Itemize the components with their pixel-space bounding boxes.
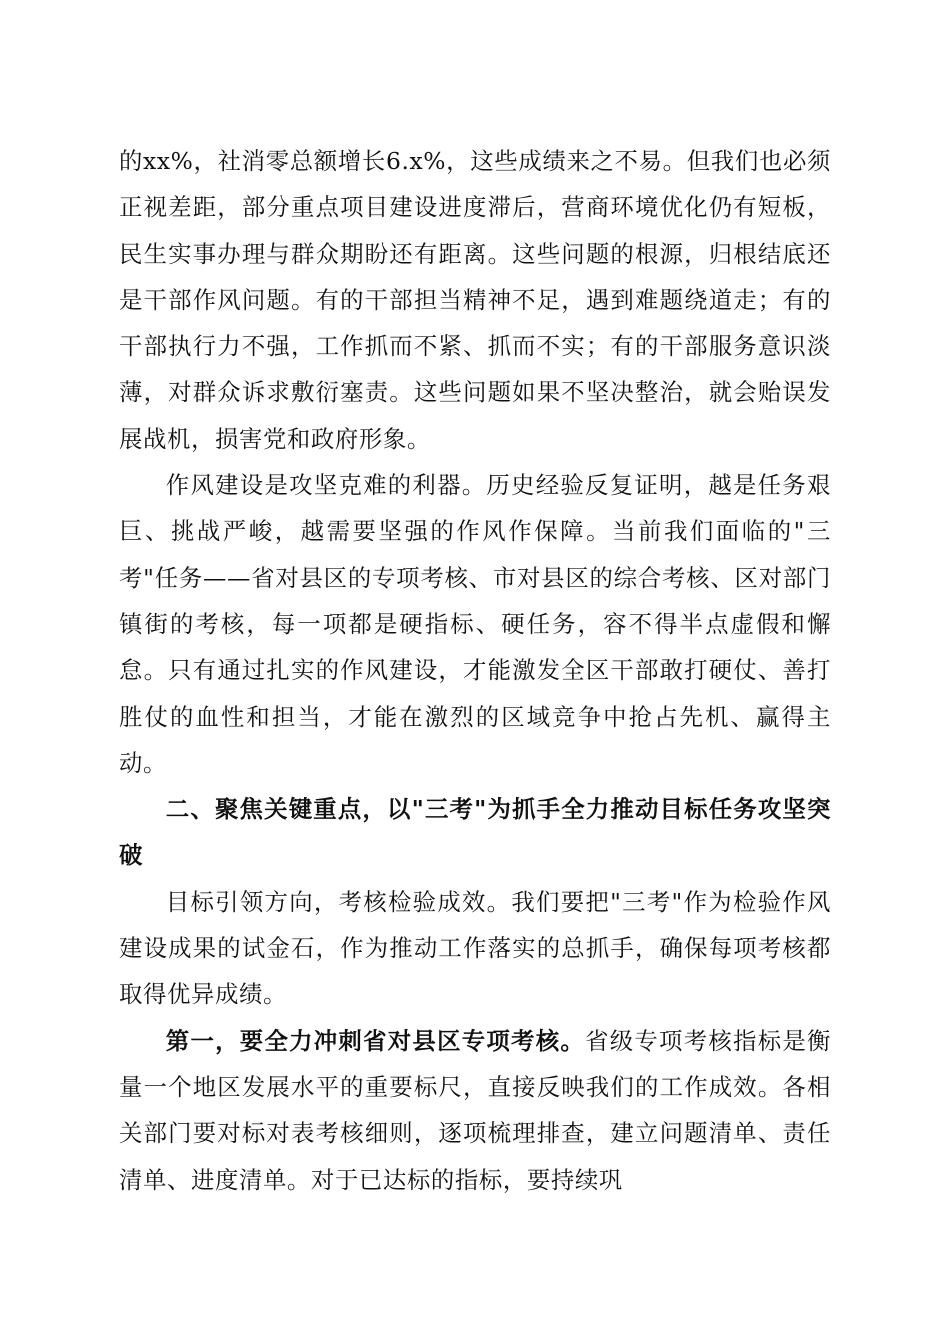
paragraph-target-guidance: 目标引领方向，考核检验成效。我们要把"三考"作为检验作风建设成果的试金石，作为推动工作落实的总抓手，确保每项考核都取得优异成绩。 xyxy=(119,887,831,1009)
paragraph-continuation: 的xx%，社消零总额增长6.x%，这些成绩来之不易。但我们也必须正视差距，部分重点项目建设进度滞后，营商环境优化仍有短板，民生实事办理与群众期盼还有距离。这些问题的根源，归根结底还是干部作风问题。有的干部担当精神不足，遇到难题绕道走；有的干部执行力不强，工作抓而不紧、抓而不实；有的干部服务意识淡薄，对群众诉求敷衍塞责。这些问题如果不坚决整治，就会贻误发展战机，损害党和政府形象。 xyxy=(119,147,831,453)
paragraph-first-point xyxy=(119,1018,831,1203)
first-point-lead: 第一，要全力冲刺省对县区专项考核。 xyxy=(165,1026,586,1055)
paragraph-style-building: 作风建设是攻坚克难的利器。历史经验反复证明，越是任务艰巨、挑战严峻，越需要坚强的作风作保障。当前我们面临的"三考"任务——省对县区的专项考核、市对县区的综合考核、区对部门镇街的考核，每一项都是硬指标、硬任务，容不得半点虚假和懈怠。只有通过扎实的作风建设，才能激发全区干部敢打硬仗、善打胜仗的血性和担当，才能在激烈的区域竞争中抢占先机、赢得主动。 xyxy=(119,471,831,777)
section-heading-two: 二、聚焦关键重点，以"三考"为抓手全力推动目标任务攻坚突破 xyxy=(119,795,831,870)
document-page xyxy=(119,138,831,1203)
first-point-body: 省级专项考核指标是衡量一个地区发展水平的重要标尺，直接反映我们的工作成效。各相关部门要对标对表考核细则，逐项梳理排查，建立问题清单、责任清单、进度清单。对于已达标的指标，要持续巩 xyxy=(119,1026,832,1194)
